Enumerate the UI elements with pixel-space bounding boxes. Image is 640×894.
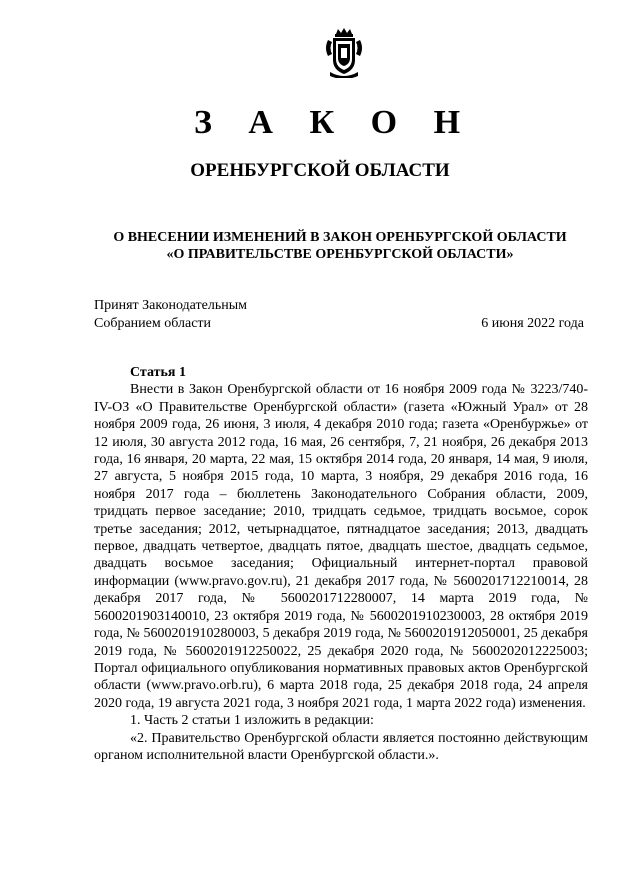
orenburg-coat-of-arms-icon xyxy=(324,28,364,78)
adoption-date: 6 июня 2022 года xyxy=(481,316,584,331)
adoption-info xyxy=(94,297,247,333)
law-title: З А К О Н xyxy=(193,104,475,141)
law-subject-line: О ВНЕСЕНИИ ИЗМЕНЕНИЙ В ЗАКОН ОРЕНБУРГСКОЙ ОБЛАСТИ xyxy=(113,230,567,245)
law-subject-line: «О ПРАВИТЕЛЬСТВЕ ОРЕНБУРГСКОЙ ОБЛАСТИ» xyxy=(166,247,514,262)
adoption-line: Собранием области xyxy=(94,316,212,331)
region-title: ОРЕНБУРГСКОЙ ОБЛАСТИ xyxy=(190,160,450,181)
paragraph: 1. Часть 2 статьи 1 изложить в редакции: xyxy=(130,713,374,729)
law-body xyxy=(94,364,588,764)
paragraph: Внести в Закон Оренбургской области от 16 ноября 2009 года № 3223/740-IV-ОЗ «О Правительстве Оренбургской области» (газета «Южный Урал» от 28 ноября 2009 года, 26 июня, 3 июля, 4 декабря 2010 года; газета «Оренбуржье» от 12 июля, 30 августа 2012 года, 16 мая, 26 сентября, 7, 21 ноября, 26 декабря 2013 года, 16 января, 20 марта, 22 мая, 15 октября 2014 года, 20 января, 14 мая, 9 июля, 27 августа, 5 ноября 2015 года, 10 марта, 3 ноября, 29 декабря 2016 года, 16 ноября 2017 года – бюллетень Законодательного Собрания области, 2009, тридцать первое заседание; 2010, тридцать седьмое, тридцать восьмое, сорок третье заседания; 2012, четырнадцатое, пятнадцатое заседания; 2013, двадцать первое, двадцать четвертое, двадцать пятое, двадцать шестое, двадцать седьмое, двадцать восьмое заседания; Официальный интернет-портал правовой информации (www.pravo.gov.ru), 21 декабря 2017 года, № 5600201712210014, 28 декабря 2017 года, № 5600201712280007, 14 марта 2019 года, № 5600201903140010, 23 октября 2019 года, № 5600201910230003, 28 октября 2019 года, № 5600201910280003, 5 декабря 2019 года, № 5600201912050001, 25 декабря 2019 года, № 5600201912250022, 25 декабря 2020 года, № 5600202012225003; Портал официального опубликования нормативных правовых актов Оренбургской области (www.pravo.orb.ru), 6 марта 2018 года, 25 декабря 2018 года, 24 апреля 2020 года, 19 августа 2021 года, 3 ноября 2021 года, 1 марта 2022 года) изменения. xyxy=(94,382,588,711)
paragraph: «2. Правительство Оренбургской области является постоянно действующим органом исполнительной власти Оренбургской области.». xyxy=(94,730,588,763)
law-subject xyxy=(90,229,590,263)
article-heading: Статья 1 xyxy=(130,365,186,380)
adoption-line: Принят Законодательным xyxy=(94,298,247,313)
